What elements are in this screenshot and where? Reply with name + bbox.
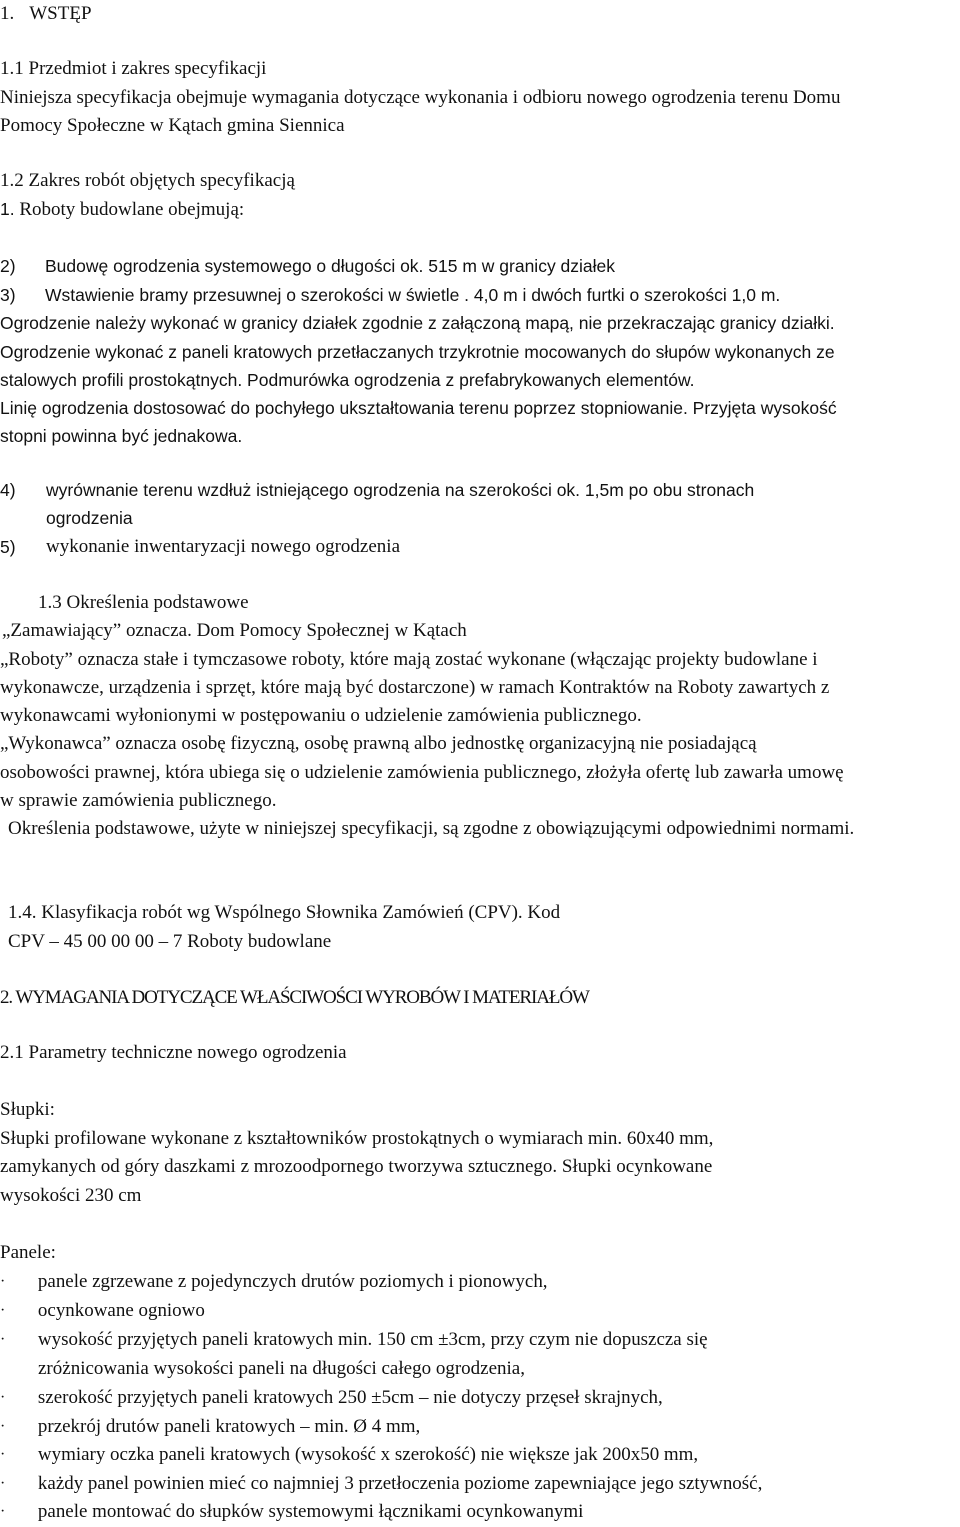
section-1-4-heading: 1.4. Klasyfikacja robót wg Wspólnego Słownika Zamówień (CPV). Kod [8,902,561,923]
definition-line: w sprawie zamówienia publicznego. [0,790,277,811]
section-1-3-heading: 1.3 Określenia podstawowe [38,592,249,613]
bullet-icon: · [0,1331,6,1348]
list-item [0,533,401,563]
bullet-text: szerokość przyjętych paneli kratowych 250 ±5cm – nie dotyczy przęseł skrajnych, [37,1387,663,1408]
section-number: 1. [0,3,15,24]
section-2-heading: 2. WYMAGANIA DOTYCZĄCE WŁAŚCIWOŚCI WYROBÓW I MATERIAŁÓW [0,987,589,1008]
paragraph-line: Ogrodzenie należy wykonać w granicy działek zgodnie z załączoną mapą, nie przekraczając granicy działki. [0,313,835,333]
definition-line: „Wykonawca” oznacza osobę fizyczną, osobę prawną albo jednostkę organizacyjną nie posiadającą [0,733,757,754]
bullet-icon: · [0,1475,6,1492]
label-panele: Panele: [0,1242,56,1263]
list-text: wyrównanie terenu wzdłuż istniejącego ogrodzenia na szerokości ok. 1,5m po obu stronach [46,480,755,500]
definition-line: wykonawcami wyłonionymi w postępowaniu o udzielenie zamówienia publicznego. [0,705,642,726]
definition-line: osobowości prawnej, która ubiega się o udzielenie zamówienia publicznego, złożyła ofertę lub zawarła umowę [0,762,844,783]
bullet-icon: · [0,1503,6,1520]
list-number: 4) [0,480,16,500]
paragraph-line: stalowych profili prostokątnych. Podmurówka ogrodzenia z prefabrykowanych elementów. [0,370,695,390]
definition-line: „Zamawiający” oznacza. Dom Pomocy Społecznej w Kątach [2,620,467,641]
list-text-continued: ogrodzenia [46,508,133,528]
list-item [0,252,616,282]
list-text: Budowę ogrodzenia systemowego o długości ok. 515 m w granicy działek [45,256,616,276]
definition-line: „Roboty” oznacza stałe i tymczasowe roboty, które mają zostać wykonane (włączając projekty budowlane i [0,649,818,670]
bullet-text: panele montować do słupków systemowymi łącznikami ocynkowanymi [37,1501,584,1522]
subsection-line [0,195,244,225]
bullet-text: panele zgrzewane z pojedynczych drutów poziomych i pionowych, [37,1271,548,1292]
paragraph-line: Niniejsza specyfikacja obejmuje wymagania dotyczące wykonania i odbioru nowego ogrodzenia terenu Domu [0,87,841,108]
cpv-code: CPV – 45 00 00 00 – 7 Roboty budowlane [8,931,332,952]
section-1-heading [0,0,92,29]
bullet-icon: · [0,1418,6,1435]
closing-line: Określenia podstawowe, użyte w niniejszej specyfikacji, są zgodne z obowiązującymi odpowiednimi normami. [8,818,855,839]
bullet-icon: · [0,1446,6,1463]
list-item [0,281,781,311]
subsection-text: Roboty budowlane obejmują: [19,199,245,220]
paragraph-line: stopni powinna być jednakowa. [0,426,243,446]
bullet-text: wysokość przyjętych paneli kratowych min. 150 cm ±3cm, przy czym nie dopuszcza się [37,1329,708,1350]
list-text: wykonanie inwentaryzacji nowego ogrodzenia [46,536,401,557]
section-title: WSTĘP [29,3,92,24]
bullet-text: ocynkowane ogniowo [37,1300,205,1321]
definition-line: wykonawcze, urządzenia i sprzęt, które mają być dostarczone) w ramach Kontraktów na Roboty zawartych z [0,677,830,698]
paragraph-line: Linię ogrodzenia dostosować do pochyłego ukształtowania terenu poprzez stopniowanie. Przyjęta wysokość [0,398,837,418]
section-1-1-heading: 1.1 Przedmiot i zakres specyfikacji [0,58,267,79]
bullet-text-continued: zróżnicowania wysokości paneli na długości całego ogrodzenia, [38,1358,525,1379]
list-number: 2) [0,256,16,276]
section-2-1-heading: 2.1 Parametry techniczne nowego ogrodzenia [0,1042,347,1063]
bullet-icon: · [0,1389,6,1406]
bullet-text: wymiary oczka paneli kratowych (wysokość x szerokość) nie większe jak 200x50 mm, [37,1444,699,1465]
bullet-icon: · [0,1273,6,1290]
list-number: 3) [0,285,16,305]
bullet-text: każdy panel powinien mieć co najmniej 3 przetłoczenia poziome zapewniające jego sztywność, [37,1473,763,1494]
paragraph-line: Ogrodzenie wykonać z paneli kratowych przetłaczanych trzykrotnie mocowanych do słupów wykonanych ze [0,342,835,362]
paragraph-line: wysokości 230 cm [0,1185,142,1206]
section-1-2-heading: 1.2 Zakres robót objętych specyfikacją [0,170,295,191]
paragraph-line: Słupki profilowane wykonane z kształtowników prostokątnych o wymiarach min. 60x40 mm, [0,1128,714,1149]
list-number: 1. [0,199,15,219]
paragraph-line: Pomocy Społeczne w Kątach gmina Siennica [0,115,345,136]
bullet-icon: · [0,1302,6,1319]
list-number: 5) [0,537,16,557]
paragraph-line: zamykanych od góry daszkami z mrozoodpornego tworzywa sztucznego. Słupki ocynkowane [0,1156,713,1177]
label-slupki: Słupki: [0,1099,55,1120]
list-text: Wstawienie bramy przesuwnej o szerokości w świetle . 4,0 m i dwóch furtki o szerokości 1,0 m. [45,285,781,305]
list-item [0,476,755,506]
bullet-text: przekrój drutów paneli kratowych – min. Ø 4 mm, [37,1416,421,1437]
